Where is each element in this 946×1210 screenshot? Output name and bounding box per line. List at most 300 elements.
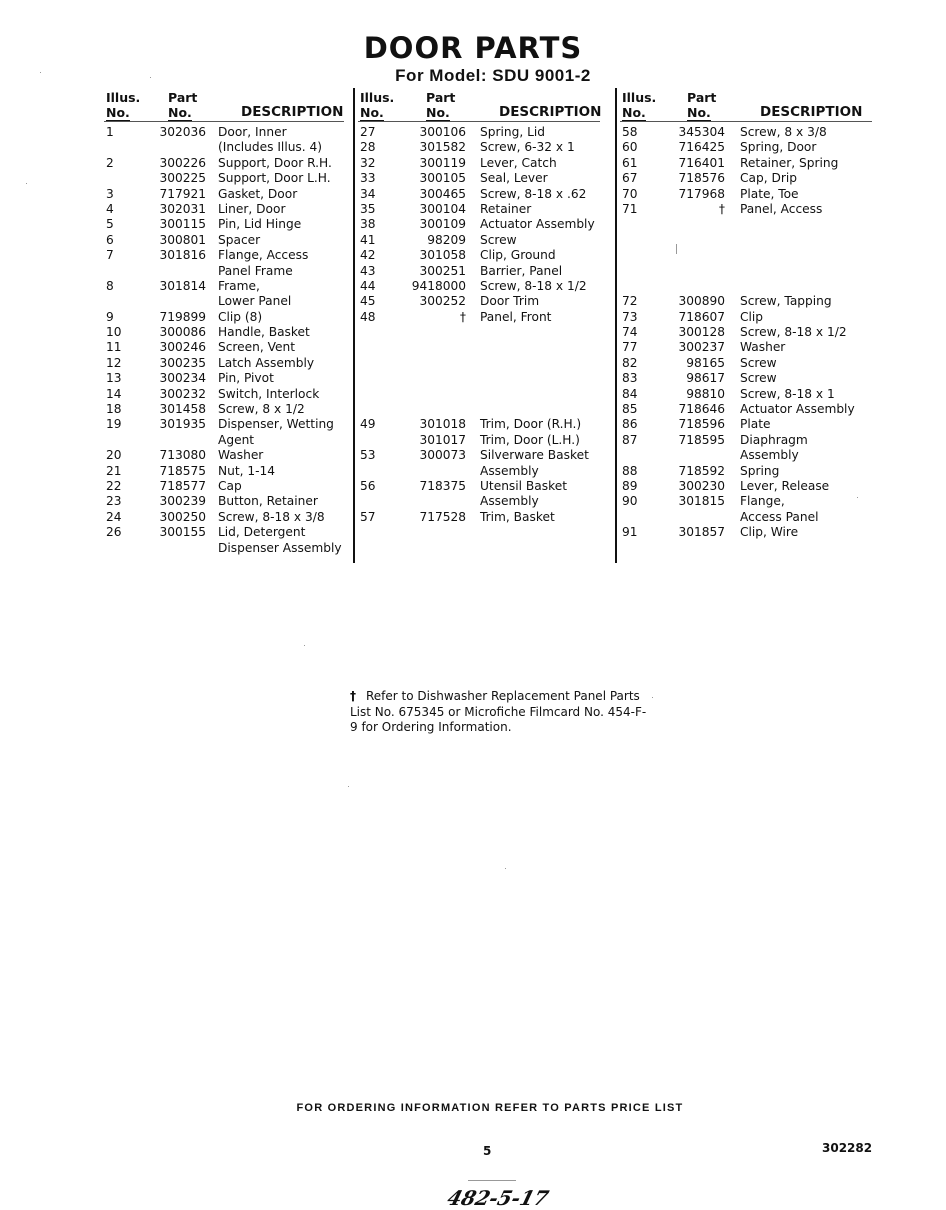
parts-row bbox=[620, 479, 875, 494]
column-header bbox=[358, 88, 608, 122]
parts-row bbox=[104, 248, 344, 263]
part-description: Plate, Toe bbox=[740, 186, 799, 201]
illus-number: 74 bbox=[622, 325, 638, 340]
blank-row bbox=[358, 325, 608, 340]
parts-row bbox=[620, 387, 875, 402]
illus-number: 8 bbox=[106, 278, 114, 293]
part-description: Spring, Lid bbox=[480, 125, 545, 139]
scan-speck bbox=[505, 868, 506, 869]
part-description: Clip, Wire bbox=[740, 525, 799, 540]
header-label: No. bbox=[687, 105, 711, 120]
parts-row bbox=[104, 541, 344, 556]
header-rule bbox=[620, 121, 872, 122]
scan-speck bbox=[150, 77, 151, 78]
illus-number: 12 bbox=[106, 355, 122, 370]
model-subtitle: For Model: SDU 9001-2 bbox=[395, 66, 591, 85]
parts-row bbox=[620, 464, 875, 479]
part-description: Washer bbox=[218, 448, 264, 463]
column-divider bbox=[615, 88, 617, 563]
illus-number: 20 bbox=[106, 448, 122, 463]
illus-number: 77 bbox=[622, 340, 638, 355]
part-number: 718595 bbox=[678, 432, 725, 447]
parts-row bbox=[104, 371, 344, 386]
part-number: 300226 bbox=[159, 155, 206, 170]
column-header bbox=[104, 88, 344, 122]
part-description: Silverware Basket bbox=[480, 448, 589, 463]
part-number: 9418000 bbox=[411, 278, 466, 293]
illus-number: 45 bbox=[360, 294, 376, 309]
part-number: 300801 bbox=[159, 232, 206, 247]
parts-row bbox=[104, 187, 344, 202]
parts-row bbox=[104, 217, 344, 232]
part-description: Clip bbox=[740, 309, 764, 324]
part-number: 98810 bbox=[686, 386, 725, 401]
parts-row bbox=[104, 525, 344, 540]
part-description: Lid, Detergent bbox=[218, 525, 306, 540]
illus-number: 42 bbox=[360, 248, 376, 263]
part-description: Screw, 8-18 x 1/2 bbox=[740, 325, 847, 340]
description-header: DESCRIPTION bbox=[499, 104, 602, 120]
part-description: Trim, Basket bbox=[480, 509, 555, 524]
scan-speck bbox=[857, 497, 858, 498]
part-number: 301935 bbox=[159, 417, 206, 432]
parts-row bbox=[620, 417, 875, 432]
illus-number: 73 bbox=[622, 309, 638, 324]
illus-number: 34 bbox=[360, 186, 376, 201]
illus-number: 38 bbox=[360, 217, 376, 232]
part-number: 717921 bbox=[159, 186, 206, 201]
part-number: 300109 bbox=[419, 217, 466, 232]
header-label: No. bbox=[168, 105, 192, 120]
parts-row bbox=[104, 125, 344, 140]
footnote bbox=[350, 689, 650, 736]
part-number: 301458 bbox=[159, 402, 206, 417]
part-description: Lever, Release bbox=[740, 478, 830, 493]
part-description: Gasket, Door bbox=[218, 186, 298, 201]
scan-speck bbox=[676, 244, 677, 254]
scan-speck bbox=[652, 697, 653, 698]
blank-row bbox=[358, 356, 608, 371]
part-description: Spacer bbox=[218, 232, 261, 247]
part-number: 300239 bbox=[159, 494, 206, 509]
illus-number: 91 bbox=[622, 525, 638, 540]
part-description: Clip, Ground bbox=[480, 248, 556, 263]
part-description: Nut, 1-14 bbox=[218, 463, 276, 478]
parts-row bbox=[104, 233, 344, 248]
illus-number: 72 bbox=[622, 294, 638, 309]
part-number: 300246 bbox=[159, 340, 206, 355]
part-number: 301018 bbox=[419, 417, 466, 432]
illus-number: 71 bbox=[622, 201, 638, 216]
parts-row bbox=[104, 479, 344, 494]
part-description: Frame, bbox=[218, 278, 260, 293]
parts-row bbox=[104, 310, 344, 325]
scan-speck bbox=[348, 786, 349, 787]
part-number: 300230 bbox=[678, 478, 725, 493]
part-description: Screw bbox=[740, 355, 777, 370]
parts-row bbox=[620, 202, 875, 217]
description-header: DESCRIPTION bbox=[241, 104, 344, 120]
page-number: 5 bbox=[483, 1144, 492, 1158]
part-number: 717968 bbox=[678, 186, 725, 201]
part-description: Cap, Drip bbox=[740, 171, 797, 186]
illus-number: 7 bbox=[106, 248, 114, 263]
parts-row bbox=[620, 156, 875, 171]
parts-row bbox=[104, 356, 344, 371]
part-number: 716401 bbox=[678, 155, 725, 170]
part-number: 718576 bbox=[678, 171, 725, 186]
illus-number: 2 bbox=[106, 155, 114, 170]
parts-row bbox=[104, 464, 344, 479]
part-description: Screen, Vent bbox=[218, 340, 296, 355]
header-label: Illus. bbox=[106, 90, 141, 105]
parts-row bbox=[104, 402, 344, 417]
part-number: 300252 bbox=[419, 294, 466, 309]
part-number: † bbox=[459, 309, 466, 324]
part-description: Access Panel bbox=[740, 509, 819, 524]
part-description: Retainer, Spring bbox=[740, 155, 839, 170]
part-number: 718575 bbox=[159, 463, 206, 478]
part-description: Screw, 8-18 x .62 bbox=[480, 186, 587, 201]
illus-number: 85 bbox=[622, 402, 638, 417]
illus-number: 84 bbox=[622, 386, 638, 401]
illus-number: 58 bbox=[622, 125, 638, 139]
illus-number: 23 bbox=[106, 494, 122, 509]
illus-number: 10 bbox=[106, 325, 122, 340]
scan-speck bbox=[26, 183, 27, 184]
parts-row bbox=[104, 494, 344, 509]
illus-number: 61 bbox=[622, 155, 638, 170]
part-description: Retainer bbox=[480, 201, 532, 216]
part-description: Door Trim bbox=[480, 294, 540, 309]
part-number: 300086 bbox=[159, 325, 206, 340]
illus-number: 53 bbox=[360, 448, 376, 463]
parts-row bbox=[104, 433, 344, 448]
part-number: 300235 bbox=[159, 355, 206, 370]
blank-row bbox=[620, 217, 875, 232]
part-number: 301857 bbox=[678, 525, 725, 540]
parts-row bbox=[620, 340, 875, 355]
part-description: Support, Door L.H. bbox=[218, 171, 331, 186]
part-description: Panel, Front bbox=[480, 309, 552, 324]
parts-row bbox=[620, 171, 875, 186]
parts-row bbox=[358, 140, 608, 155]
part-description: Screw, 8-18 x 3/8 bbox=[218, 509, 325, 524]
illus-number: 4 bbox=[106, 201, 114, 216]
part-description: Washer bbox=[740, 340, 786, 355]
part-description: Actuator Assembly bbox=[480, 217, 595, 232]
blank-row bbox=[620, 264, 875, 279]
part-description: Trim, Door (R.H.) bbox=[480, 417, 582, 432]
illus-number: 18 bbox=[106, 402, 122, 417]
parts-row bbox=[104, 294, 344, 309]
part-description: Switch, Interlock bbox=[218, 386, 320, 401]
parts-row bbox=[620, 402, 875, 417]
parts-row bbox=[358, 433, 608, 448]
parts-row bbox=[358, 156, 608, 171]
parts-row bbox=[104, 448, 344, 463]
parts-row bbox=[358, 417, 608, 432]
part-description: Panel, Access bbox=[740, 201, 823, 216]
header-label: Part bbox=[168, 90, 198, 105]
column-header bbox=[620, 88, 875, 122]
part-number: 300465 bbox=[419, 186, 466, 201]
handwritten-mark: 482-5-17 bbox=[444, 1186, 552, 1210]
part-description: Spring, Door bbox=[740, 140, 817, 155]
part-number: 301058 bbox=[419, 248, 466, 263]
part-description: Latch Assembly bbox=[218, 355, 315, 370]
header-label: No. bbox=[106, 105, 130, 120]
parts-row bbox=[620, 494, 875, 509]
part-number: 300237 bbox=[678, 340, 725, 355]
header-label: Part bbox=[426, 90, 456, 105]
illus-number: 49 bbox=[360, 417, 376, 432]
part-description: Screw, 8-18 x 1 bbox=[740, 386, 835, 401]
part-number: 716425 bbox=[678, 140, 725, 155]
header-rule bbox=[104, 121, 344, 122]
illus-number: 44 bbox=[360, 278, 376, 293]
illus-number: 83 bbox=[622, 371, 638, 386]
part-number: 300115 bbox=[159, 217, 206, 232]
part-number: 300890 bbox=[678, 294, 725, 309]
part-description: Barrier, Panel bbox=[480, 263, 563, 278]
header-label: Illus. bbox=[360, 90, 395, 105]
part-number: 98165 bbox=[686, 355, 725, 370]
part-description: Trim, Door (L.H.) bbox=[480, 432, 580, 447]
parts-row bbox=[358, 171, 608, 186]
part-number: 718375 bbox=[419, 478, 466, 493]
part-number: 300106 bbox=[419, 125, 466, 139]
part-number: 300225 bbox=[159, 171, 206, 186]
illus-number: 21 bbox=[106, 463, 122, 478]
parts-column-3 bbox=[620, 88, 875, 541]
parts-row bbox=[358, 202, 608, 217]
parts-row bbox=[358, 310, 608, 325]
illus-number: 1 bbox=[106, 125, 114, 139]
illus-no-header bbox=[360, 90, 394, 120]
illus-number: 43 bbox=[360, 263, 376, 278]
part-number: 301814 bbox=[159, 278, 206, 293]
part-description: Flange, bbox=[740, 494, 785, 509]
parts-row bbox=[358, 279, 608, 294]
part-number: 301816 bbox=[159, 248, 206, 263]
parts-row bbox=[620, 525, 875, 540]
part-description: Lever, Catch bbox=[480, 155, 557, 170]
illus-number: 60 bbox=[622, 140, 638, 155]
part-number: 300128 bbox=[678, 325, 725, 340]
scan-speck bbox=[40, 72, 41, 73]
header-rule bbox=[358, 121, 600, 122]
part-number: 302036 bbox=[159, 125, 206, 139]
part-description: Panel Frame bbox=[218, 263, 293, 278]
part-description: Diaphragm bbox=[740, 432, 808, 447]
part-number: 300105 bbox=[419, 171, 466, 186]
part-description: Plate bbox=[740, 417, 771, 432]
illus-number: 67 bbox=[622, 171, 638, 186]
parts-list bbox=[358, 125, 608, 525]
part-description: Cap bbox=[218, 478, 242, 493]
part-description: Handle, Basket bbox=[218, 325, 310, 340]
illus-number: 57 bbox=[360, 509, 376, 524]
part-description: Lower Panel bbox=[218, 294, 292, 309]
parts-row bbox=[104, 156, 344, 171]
illus-number: 35 bbox=[360, 201, 376, 216]
parts-row bbox=[620, 356, 875, 371]
part-description: Liner, Door bbox=[218, 201, 286, 216]
document-number: 302282 bbox=[822, 1141, 873, 1155]
part-number: 300073 bbox=[419, 448, 466, 463]
part-description: Door, Inner bbox=[218, 125, 287, 139]
part-description: Pin, Lid Hinge bbox=[218, 217, 302, 232]
part-description: Screw bbox=[480, 232, 517, 247]
parts-list bbox=[104, 125, 344, 556]
part-number: 713080 bbox=[159, 448, 206, 463]
illus-number: 82 bbox=[622, 355, 638, 370]
parts-row bbox=[104, 279, 344, 294]
header-label: No. bbox=[426, 105, 450, 120]
parts-row bbox=[620, 510, 875, 525]
illus-no-header bbox=[106, 90, 140, 120]
parts-row bbox=[104, 340, 344, 355]
part-description: Assembly bbox=[480, 463, 539, 478]
part-number: 300155 bbox=[159, 525, 206, 540]
part-number: 718577 bbox=[159, 478, 206, 493]
part-number: 301582 bbox=[419, 140, 466, 155]
illus-number: 87 bbox=[622, 432, 638, 447]
part-description: Screw, Tapping bbox=[740, 294, 832, 309]
part-number: 718607 bbox=[678, 309, 725, 324]
illus-number: 88 bbox=[622, 463, 638, 478]
part-number: 302031 bbox=[159, 201, 206, 216]
part-number: 301815 bbox=[678, 494, 725, 509]
part-description: Screw, 6-32 x 1 bbox=[480, 140, 575, 155]
parts-row bbox=[358, 448, 608, 463]
illus-number: 14 bbox=[106, 386, 122, 401]
part-description: Spring bbox=[740, 463, 780, 478]
parts-row bbox=[358, 294, 608, 309]
parts-row bbox=[358, 125, 608, 140]
parts-row bbox=[104, 510, 344, 525]
header-label: Part bbox=[687, 90, 717, 105]
part-description: (Includes Illus. 4) bbox=[218, 140, 323, 155]
illus-number: 24 bbox=[106, 509, 122, 524]
illus-number: 70 bbox=[622, 186, 638, 201]
part-number: 300234 bbox=[159, 371, 206, 386]
blank-row bbox=[358, 340, 608, 355]
illus-number: 90 bbox=[622, 494, 638, 509]
blank-row bbox=[620, 279, 875, 294]
illus-number: 6 bbox=[106, 232, 114, 247]
part-description: Flange, Access bbox=[218, 248, 309, 263]
parts-column-1 bbox=[104, 88, 344, 556]
part-description: Agent bbox=[218, 432, 255, 447]
part-no-header bbox=[687, 90, 716, 120]
parts-row bbox=[620, 448, 875, 463]
parts-row bbox=[358, 233, 608, 248]
part-no-header bbox=[168, 90, 197, 120]
parts-row bbox=[620, 187, 875, 202]
part-number: 300232 bbox=[159, 386, 206, 401]
description-header: DESCRIPTION bbox=[760, 104, 863, 120]
part-number: 719899 bbox=[159, 309, 206, 324]
part-number: 717528 bbox=[419, 509, 466, 524]
parts-row bbox=[620, 125, 875, 140]
header-label: Illus. bbox=[622, 90, 657, 105]
part-number: 718646 bbox=[678, 402, 725, 417]
blank-row bbox=[358, 371, 608, 386]
column-divider bbox=[353, 88, 355, 563]
part-number: 300104 bbox=[419, 201, 466, 216]
parts-row bbox=[620, 433, 875, 448]
parts-row bbox=[620, 294, 875, 309]
illus-number: 3 bbox=[106, 186, 114, 201]
part-description: Screw, 8 x 1/2 bbox=[218, 402, 305, 417]
part-description: Assembly bbox=[480, 494, 539, 509]
ordering-notice: FOR ORDERING INFORMATION REFER TO PARTS PRICE LIST bbox=[296, 1102, 684, 1114]
part-description: Button, Retainer bbox=[218, 494, 318, 509]
part-number: 301017 bbox=[419, 432, 466, 447]
header-label: No. bbox=[360, 105, 384, 120]
parts-row bbox=[620, 310, 875, 325]
parts-row bbox=[358, 464, 608, 479]
part-number: 718596 bbox=[678, 417, 725, 432]
illus-number: 41 bbox=[360, 232, 376, 247]
illus-number: 56 bbox=[360, 478, 376, 493]
illus-number: 28 bbox=[360, 140, 376, 155]
part-description: Assembly bbox=[740, 448, 799, 463]
parts-row bbox=[358, 494, 608, 509]
parts-row bbox=[104, 202, 344, 217]
parts-row bbox=[104, 171, 344, 186]
part-number: 98209 bbox=[427, 232, 466, 247]
blank-row bbox=[620, 233, 875, 248]
part-description: Support, Door R.H. bbox=[218, 155, 332, 170]
footnote-text: Refer to Dishwasher Replacement Panel Parts List No. 675345 or Microfiche Filmcard No. 454-F-9 for Ordering Information. bbox=[350, 689, 647, 734]
part-description: Seal, Lever bbox=[480, 171, 548, 186]
parts-row bbox=[104, 325, 344, 340]
parts-row bbox=[358, 248, 608, 263]
illus-number: 9 bbox=[106, 309, 114, 324]
scan-rule bbox=[468, 1180, 516, 1181]
blank-row bbox=[620, 248, 875, 263]
page-title: DOOR PARTS bbox=[363, 31, 583, 65]
part-number: † bbox=[718, 201, 725, 216]
illus-number: 48 bbox=[360, 309, 376, 324]
illus-number: 27 bbox=[360, 125, 376, 139]
illus-number: 5 bbox=[106, 217, 114, 232]
illus-no-header bbox=[622, 90, 656, 120]
part-no-header bbox=[426, 90, 455, 120]
part-number: 345304 bbox=[678, 125, 725, 139]
parts-row bbox=[358, 510, 608, 525]
parts-row bbox=[104, 140, 344, 155]
illus-number: 13 bbox=[106, 371, 122, 386]
part-description: Clip (8) bbox=[218, 309, 263, 324]
illus-number: 22 bbox=[106, 478, 122, 493]
scan-speck bbox=[304, 645, 305, 646]
parts-row bbox=[358, 479, 608, 494]
illus-number: 26 bbox=[106, 525, 122, 540]
illus-number: 89 bbox=[622, 478, 638, 493]
header-label: No. bbox=[622, 105, 646, 120]
parts-row bbox=[104, 264, 344, 279]
parts-row bbox=[358, 264, 608, 279]
part-description: Dispenser, Wetting bbox=[218, 417, 334, 432]
illus-number: 32 bbox=[360, 155, 376, 170]
part-description: Screw, 8 x 3/8 bbox=[740, 125, 827, 139]
part-number: 718592 bbox=[678, 463, 725, 478]
part-description: Utensil Basket bbox=[480, 478, 567, 493]
